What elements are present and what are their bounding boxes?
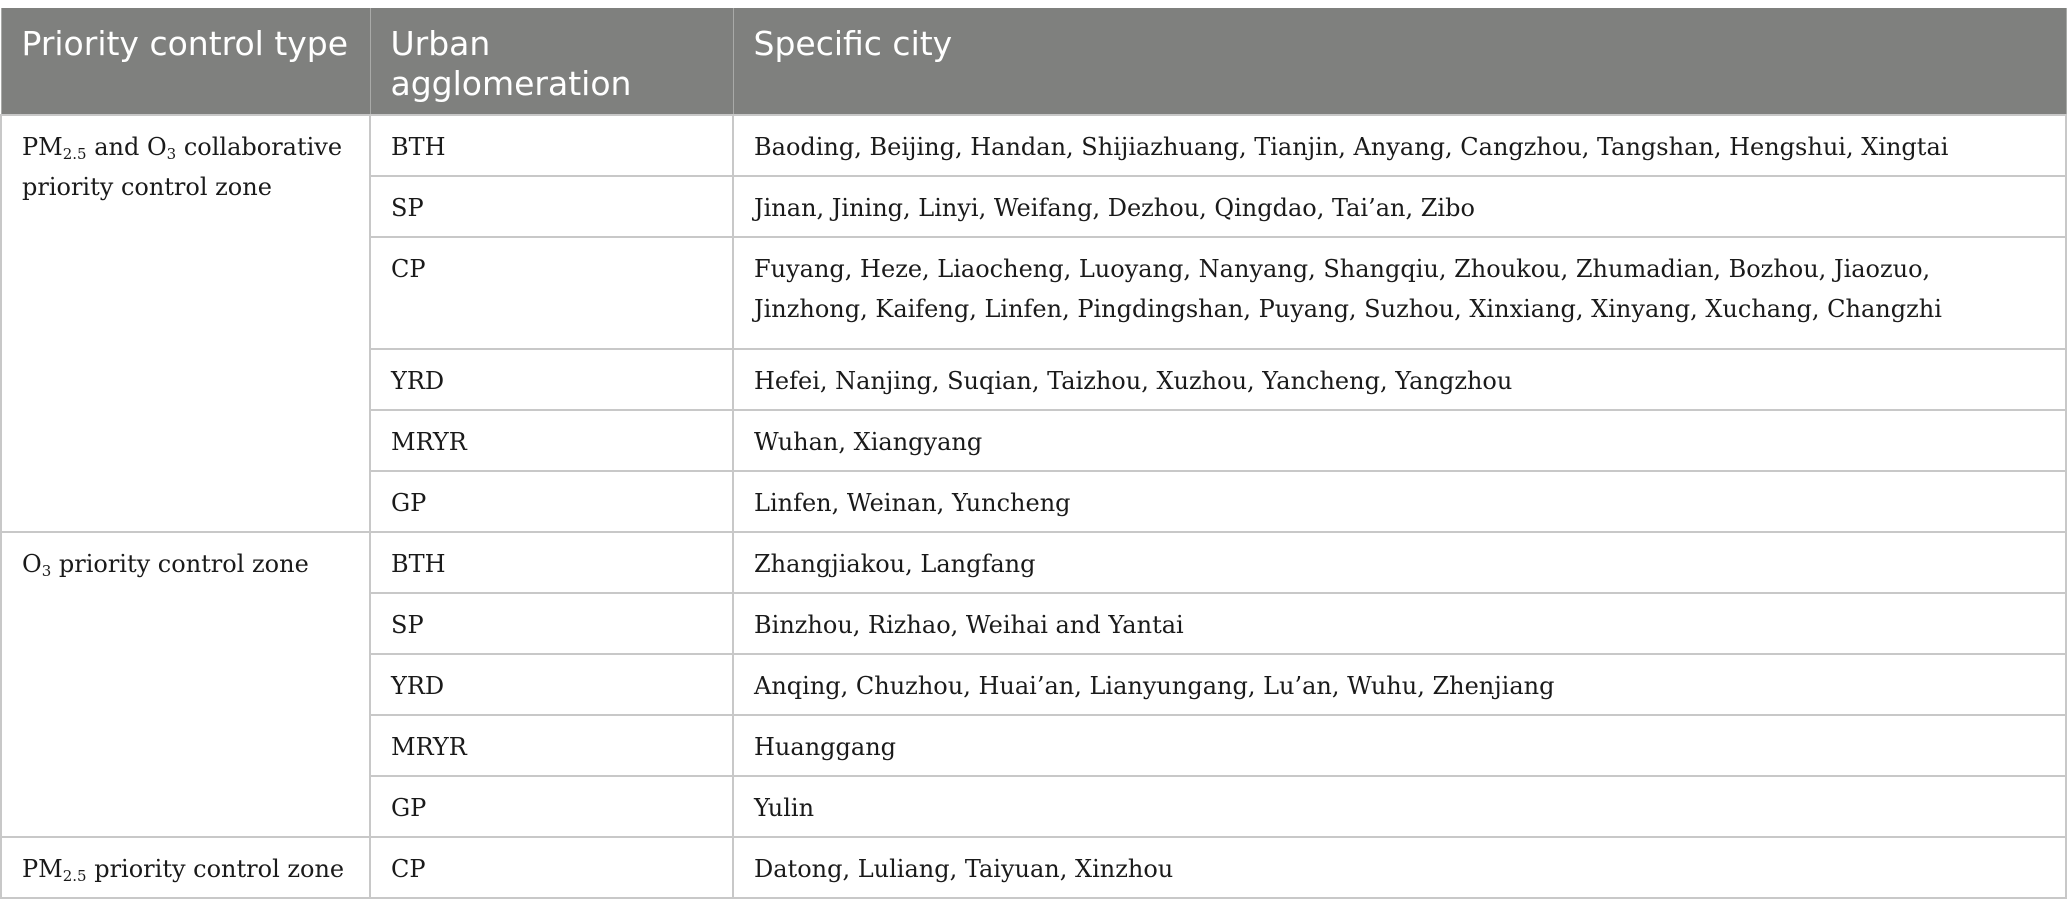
table-container xyxy=(0,8,2065,899)
table-header-row xyxy=(1,8,2066,115)
agglomeration-cell: GP xyxy=(370,776,733,837)
agglomeration-cell: BTH xyxy=(370,115,733,176)
cities-cell: Fuyang, Heze, Liaocheng, Luoyang, Nanyang, Shangqiu, Zhoukou, Zhumadian, Bozhou, Jiaozuo, Jinzhong, Kaifeng, Linfen, Pingdingshan, Puyang, Suzhou, Xinxiang, Xinyang, Xuchang, Changzhi xyxy=(733,237,2066,349)
table-row xyxy=(1,115,2066,176)
cities-cell: Linfen, Weinan, Yuncheng xyxy=(733,471,2066,532)
priority-type-cell xyxy=(1,532,370,837)
table-row xyxy=(1,837,2066,898)
cities-cell: Binzhou, Rizhao, Weihai and Yantai xyxy=(733,593,2066,654)
cities-cell: Hefei, Nanjing, Suqian, Taizhou, Xuzhou, Yancheng, Yangzhou xyxy=(733,349,2066,410)
agglomeration-cell: YRD xyxy=(370,654,733,715)
agglomeration-cell: SP xyxy=(370,593,733,654)
header-specific-city: Specific city xyxy=(733,8,2066,115)
table-row xyxy=(1,532,2066,593)
priority-control-table xyxy=(0,8,2067,899)
agglomeration-cell: BTH xyxy=(370,532,733,593)
cities-cell: Wuhan, Xiangyang xyxy=(733,410,2066,471)
header-priority-control-type: Priority control type xyxy=(1,8,370,115)
type-text: $PM_{2.5}$ and $O_3$ collaborative priority control zone xyxy=(22,133,343,201)
agglomeration-cell: SP xyxy=(370,176,733,237)
agglomeration-cell: MRYR xyxy=(370,410,733,471)
agglomeration-cell: CP xyxy=(370,837,733,898)
priority-type-cell xyxy=(1,115,370,532)
cities-cell: Jinan, Jining, Linyi, Weifang, Dezhou, Qingdao, Tai’an, Zibo xyxy=(733,176,2066,237)
cities-cell: Datong, Luliang, Taiyuan, Xinzhou xyxy=(733,837,2066,898)
cities-cell: Zhangjiakou, Langfang xyxy=(733,532,2066,593)
cities-cell: Baoding, Beijing, Handan, Shijiazhuang, Tianjin, Anyang, Cangzhou, Tangshan, Hengshui, Xingtai xyxy=(733,115,2066,176)
agglomeration-cell: CP xyxy=(370,237,733,349)
cities-cell: Anqing, Chuzhou, Huai’an, Lianyungang, Lu’an, Wuhu, Zhenjiang xyxy=(733,654,2066,715)
agglomeration-cell: GP xyxy=(370,471,733,532)
cities-cell: Huanggang xyxy=(733,715,2066,776)
header-urban-agglomeration: Urban agglomeration xyxy=(370,8,733,115)
agglomeration-cell: YRD xyxy=(370,349,733,410)
agglomeration-cell: MRYR xyxy=(370,715,733,776)
cities-cell: Yulin xyxy=(733,776,2066,837)
type-text: $PM_{2.5}$ priority control zone xyxy=(22,855,345,885)
priority-type-cell xyxy=(1,837,370,898)
type-text: $O_3$ priority control zone xyxy=(22,550,309,580)
